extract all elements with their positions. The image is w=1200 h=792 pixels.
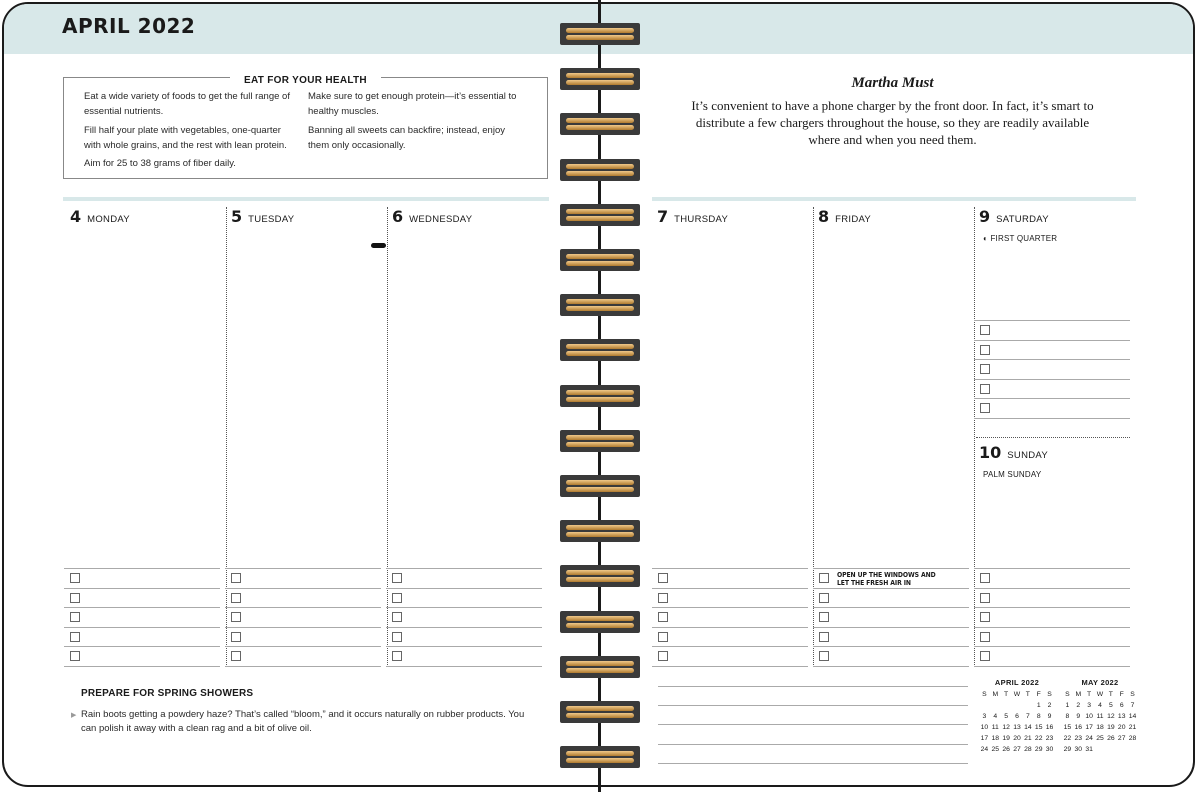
task-row	[64, 568, 220, 587]
weekday-header: T	[1025, 691, 1030, 698]
task-row	[652, 646, 808, 665]
calendar-day: 1	[1036, 702, 1041, 709]
right-rule	[652, 197, 1136, 201]
calendar-day: 25	[991, 746, 1000, 753]
note-line	[658, 724, 968, 725]
day-number: 9	[979, 207, 991, 226]
calendar-day: 25	[1096, 735, 1104, 742]
weekday-header: F	[1119, 691, 1124, 698]
weekday-header: M	[1075, 691, 1082, 698]
calendar-day: 11	[1096, 713, 1104, 720]
calendar-day: 19	[1107, 724, 1115, 731]
weekday-header: T	[1108, 691, 1113, 698]
mini-calendar-title: APRIL 2022	[994, 678, 1040, 687]
task-checkbox[interactable]	[70, 573, 80, 583]
task-row	[386, 627, 542, 646]
day-number: 5	[231, 207, 243, 226]
task-list-bottom-line	[225, 666, 381, 667]
note-line	[658, 686, 968, 687]
calendar-day: 27	[1013, 746, 1021, 753]
calendar-day: 29	[1034, 746, 1043, 753]
holiday-note: PALM SUNDAY	[983, 470, 1042, 479]
day-name: THURSDAY	[674, 214, 729, 225]
task-row	[225, 646, 381, 665]
calendar-day: 23	[1045, 735, 1054, 742]
day-number: 10	[979, 443, 1002, 462]
calendar-day: 9	[1047, 713, 1052, 720]
spiral-ring	[560, 249, 640, 271]
task-checkbox[interactable]	[392, 651, 402, 661]
weekday-header: F	[1036, 691, 1041, 698]
task-row	[386, 646, 542, 665]
calendar-day: 21	[1128, 724, 1137, 731]
calendar-day: 28	[1128, 735, 1137, 742]
task-row	[652, 568, 808, 587]
calendar-day: 11	[991, 724, 999, 731]
calendar-day: 4	[1098, 702, 1102, 709]
task-checkbox[interactable]	[980, 593, 990, 603]
task-row	[974, 646, 1130, 665]
mini-calendar-grid	[1062, 690, 1138, 754]
calendar-day: 21	[1024, 735, 1032, 742]
task-checkbox[interactable]	[392, 573, 402, 583]
spiral-ring	[560, 701, 640, 723]
task-checkbox[interactable]	[392, 612, 402, 622]
calendar-day: 29	[1063, 746, 1072, 753]
calendar-day	[1022, 701, 1033, 710]
task-checkbox[interactable]	[231, 573, 241, 583]
spiral-ring	[560, 611, 640, 633]
task-checkbox[interactable]	[819, 612, 829, 622]
mini-calendar-title: MAY 2022	[1081, 678, 1119, 687]
task-row	[64, 627, 220, 646]
day-name: FRIDAY	[835, 214, 872, 225]
spiral-ring	[560, 656, 640, 678]
spiral-ring	[560, 204, 640, 226]
task-list-bottom-line	[974, 418, 1130, 419]
calendar-day: 30	[1074, 746, 1083, 753]
calendar-day	[1012, 701, 1023, 710]
calendar-day: 14	[1024, 724, 1032, 731]
task-checkbox[interactable]	[819, 651, 829, 661]
task-row	[652, 588, 808, 607]
calendar-day: 27	[1117, 735, 1126, 742]
day-name: TUESDAY	[248, 214, 295, 225]
spiral-ring	[560, 565, 640, 587]
day-header-thursday	[657, 207, 728, 226]
task-row	[386, 588, 542, 607]
calendar-day: 10	[980, 724, 989, 731]
day-header-sunday	[979, 443, 1048, 462]
calendar-day: 19	[1002, 735, 1010, 742]
task-checkbox[interactable]	[980, 364, 990, 374]
left-rule	[63, 197, 549, 201]
health-tips-title: EAT FOR YOUR HEALTH	[230, 75, 381, 86]
task-checkbox[interactable]	[658, 573, 668, 583]
weekday-header: S	[1047, 691, 1052, 698]
calendar-day: 6	[1119, 702, 1124, 709]
task-row	[652, 627, 808, 646]
calendar-day: 26	[1107, 735, 1115, 742]
weekday-header: S	[982, 691, 987, 698]
task-row	[974, 627, 1130, 646]
task-checkbox[interactable]	[70, 612, 80, 622]
note-line	[658, 763, 968, 764]
spring-tip-title: PREPARE FOR SPRING SHOWERS	[81, 688, 254, 699]
task-checkbox[interactable]	[658, 632, 668, 642]
task-checkbox[interactable]	[231, 593, 241, 603]
day-number: 7	[657, 207, 669, 226]
spiral-ring	[560, 113, 640, 135]
task-row	[813, 627, 969, 646]
calendar-day: 7	[1025, 713, 1030, 720]
mini-calendar-april	[979, 678, 1055, 754]
task-checkbox[interactable]	[980, 403, 990, 413]
task-checkbox[interactable]	[980, 384, 990, 394]
task-checkbox[interactable]	[980, 651, 990, 661]
calendar-day: 24	[980, 746, 989, 753]
martha-title: Martha Must	[851, 75, 934, 91]
calendar-day: 16	[1045, 724, 1054, 731]
calendar-day: 12	[1107, 713, 1115, 720]
health-tip: Banning all sweets can backfire; instead, enjoy them only occasionally.	[308, 125, 505, 151]
task-checkbox[interactable]	[819, 593, 829, 603]
task-row	[225, 568, 381, 587]
calendar-day: 13	[1013, 724, 1021, 731]
calendar-day: 18	[1096, 724, 1104, 731]
calendar-day: 22	[1034, 735, 1043, 742]
day-number: 8	[818, 207, 830, 226]
calendar-day: 2	[1047, 702, 1052, 709]
day-name: MONDAY	[87, 214, 130, 225]
calendar-day: 15	[1063, 724, 1072, 731]
task-checkbox[interactable]	[70, 593, 80, 603]
calendar-day: 18	[991, 735, 1000, 742]
calendar-day: 17	[1085, 724, 1093, 731]
calendar-day: 14	[1128, 713, 1137, 720]
task-row	[813, 646, 969, 665]
task-row	[64, 588, 220, 607]
calendar-day: 6	[1015, 713, 1019, 720]
calendar-day: 8	[1036, 713, 1041, 720]
task-row	[974, 568, 1130, 587]
calendar-day: 7	[1130, 702, 1135, 709]
weekday-header: M	[992, 691, 999, 698]
task-checkbox[interactable]	[980, 573, 990, 583]
calendar-day	[990, 701, 1001, 710]
day-header-wednesday	[392, 207, 472, 226]
task-row	[974, 340, 1130, 359]
day-name: SUNDAY	[1007, 450, 1048, 461]
calendar-day: 26	[1002, 746, 1010, 753]
calendar-day: 20	[1117, 724, 1126, 731]
note-line	[658, 705, 968, 706]
task-checkbox[interactable]	[658, 651, 668, 661]
task-list-bottom-line	[64, 666, 220, 667]
task-checkbox[interactable]	[392, 593, 402, 603]
health-tip: Make sure to get enough protein—it’s essential to healthy muscles.	[308, 91, 517, 117]
task-row	[386, 568, 542, 587]
task-checkbox[interactable]	[658, 612, 668, 622]
task-row	[813, 568, 969, 587]
mini-calendar-may	[1062, 678, 1138, 754]
calendar-day: 15	[1034, 724, 1043, 731]
calendar-day: 13	[1117, 713, 1126, 720]
task-row	[386, 607, 542, 626]
day-number: 4	[70, 207, 82, 226]
calendar-day: 16	[1074, 724, 1083, 731]
calendar-day: 9	[1076, 713, 1081, 720]
calendar-day: 31	[1085, 746, 1093, 753]
calendar-day: 12	[1002, 724, 1010, 731]
day-name: WEDNESDAY	[409, 214, 473, 225]
calendar-day: 10	[1085, 713, 1093, 720]
calendar-day: 3	[982, 713, 987, 720]
task-checkbox[interactable]	[231, 612, 241, 622]
task-row	[974, 398, 1130, 417]
task-checkbox[interactable]	[980, 612, 990, 622]
calendar-day: 2	[1076, 702, 1081, 709]
weekday-header: W	[1096, 691, 1104, 698]
spiral-ring	[560, 159, 640, 181]
task-checkbox[interactable]	[819, 573, 829, 583]
task-list-bottom-line	[652, 666, 808, 667]
martha-text: It’s convenient to have a phone charger by the front door. In fact, it’s smart to distribute a few chargers throughout the house, so they are readily available where and when you need them.	[691, 98, 1094, 147]
task-row	[974, 607, 1130, 626]
task-list-bottom-line	[974, 666, 1130, 667]
weekend-divider	[976, 437, 1130, 438]
day-header-friday	[818, 207, 871, 226]
task-checkbox[interactable]	[231, 651, 241, 661]
day-name: SATURDAY	[996, 214, 1049, 225]
weekday-header: S	[1130, 691, 1135, 698]
spiral-ring	[560, 520, 640, 542]
spiral-ring	[560, 23, 640, 45]
health-tip: Aim for 25 to 38 grams of fiber daily.	[84, 158, 236, 169]
calendar-day: 4	[993, 713, 998, 720]
health-tip: Fill half your plate with vegetables, one-quarter with whole grains, and the rest with lean protein.	[84, 125, 287, 151]
day-header-monday	[70, 207, 130, 226]
task-row	[974, 320, 1130, 339]
task-checkbox[interactable]	[819, 632, 829, 642]
calendar-day: 8	[1065, 713, 1070, 720]
task-checkbox[interactable]	[231, 632, 241, 642]
task-row	[974, 588, 1130, 607]
spiral-ring	[560, 746, 640, 768]
task-checkbox[interactable]	[980, 325, 990, 335]
spring-tip-text: Rain boots getting a powdery haze? That’s called “bloom,” and it occurs naturally on rubber products. You can polish it away with a clean rag and a bit of olive oil.	[81, 709, 525, 734]
weekday-header: T	[1004, 691, 1009, 698]
task-checkbox[interactable]	[392, 632, 402, 642]
spiral-ring	[560, 68, 640, 90]
task-row	[974, 379, 1130, 398]
task-row	[64, 607, 220, 626]
calendar-day: 23	[1074, 735, 1083, 742]
task-row	[974, 359, 1130, 378]
task-row	[225, 588, 381, 607]
spiral-ring	[560, 385, 640, 407]
task-list-bottom-line	[386, 666, 542, 667]
calendar-day: 28	[1024, 746, 1032, 753]
calendar-day: 20	[1013, 735, 1021, 742]
calendar-day: 24	[1085, 735, 1093, 742]
task-checkbox[interactable]	[70, 651, 80, 661]
task-list-bottom-line	[813, 666, 969, 667]
task-row	[225, 607, 381, 626]
spiral-ring	[560, 294, 640, 316]
moon-phase-note: ◐ FIRST QUARTER	[983, 234, 1058, 243]
task-checkbox[interactable]	[658, 593, 668, 603]
calendar-day	[979, 701, 990, 710]
ribbon-marker	[371, 243, 386, 248]
task-row	[64, 646, 220, 665]
calendar-day: 5	[1004, 713, 1009, 720]
day-number: 6	[392, 207, 404, 226]
mini-calendar-grid	[979, 690, 1055, 754]
task-checkbox[interactable]	[70, 632, 80, 642]
bullet-arrow-icon: ▶	[71, 712, 77, 719]
calendar-day: 3	[1087, 702, 1092, 709]
weekday-header: T	[1087, 691, 1092, 698]
task-row	[813, 588, 969, 607]
day-header-saturday	[979, 207, 1049, 226]
note-line	[658, 744, 968, 745]
page-title: APRIL 2022	[62, 14, 196, 38]
task-checkbox[interactable]	[980, 632, 990, 642]
friday-task-text: OPEN UP THE WINDOWS AND LET THE FRESH AIR IN	[837, 571, 936, 587]
weekday-header: S	[1065, 691, 1070, 698]
task-checkbox[interactable]	[980, 345, 990, 355]
calendar-day	[1001, 701, 1012, 710]
calendar-day: 17	[980, 735, 989, 742]
weekday-header: W	[1013, 691, 1021, 698]
spiral-ring	[560, 430, 640, 452]
calendar-day: 5	[1108, 702, 1113, 709]
spiral-ring	[560, 475, 640, 497]
day-header-tuesday	[231, 207, 294, 226]
calendar-day: 1	[1065, 702, 1070, 709]
spiral-ring	[560, 339, 640, 361]
task-row	[225, 627, 381, 646]
calendar-day: 30	[1045, 746, 1054, 753]
task-row	[652, 607, 808, 626]
health-tip: Eat a wide variety of foods to get the full range of essential nutrients.	[84, 91, 290, 117]
task-row	[813, 607, 969, 626]
calendar-day: 22	[1063, 735, 1072, 742]
